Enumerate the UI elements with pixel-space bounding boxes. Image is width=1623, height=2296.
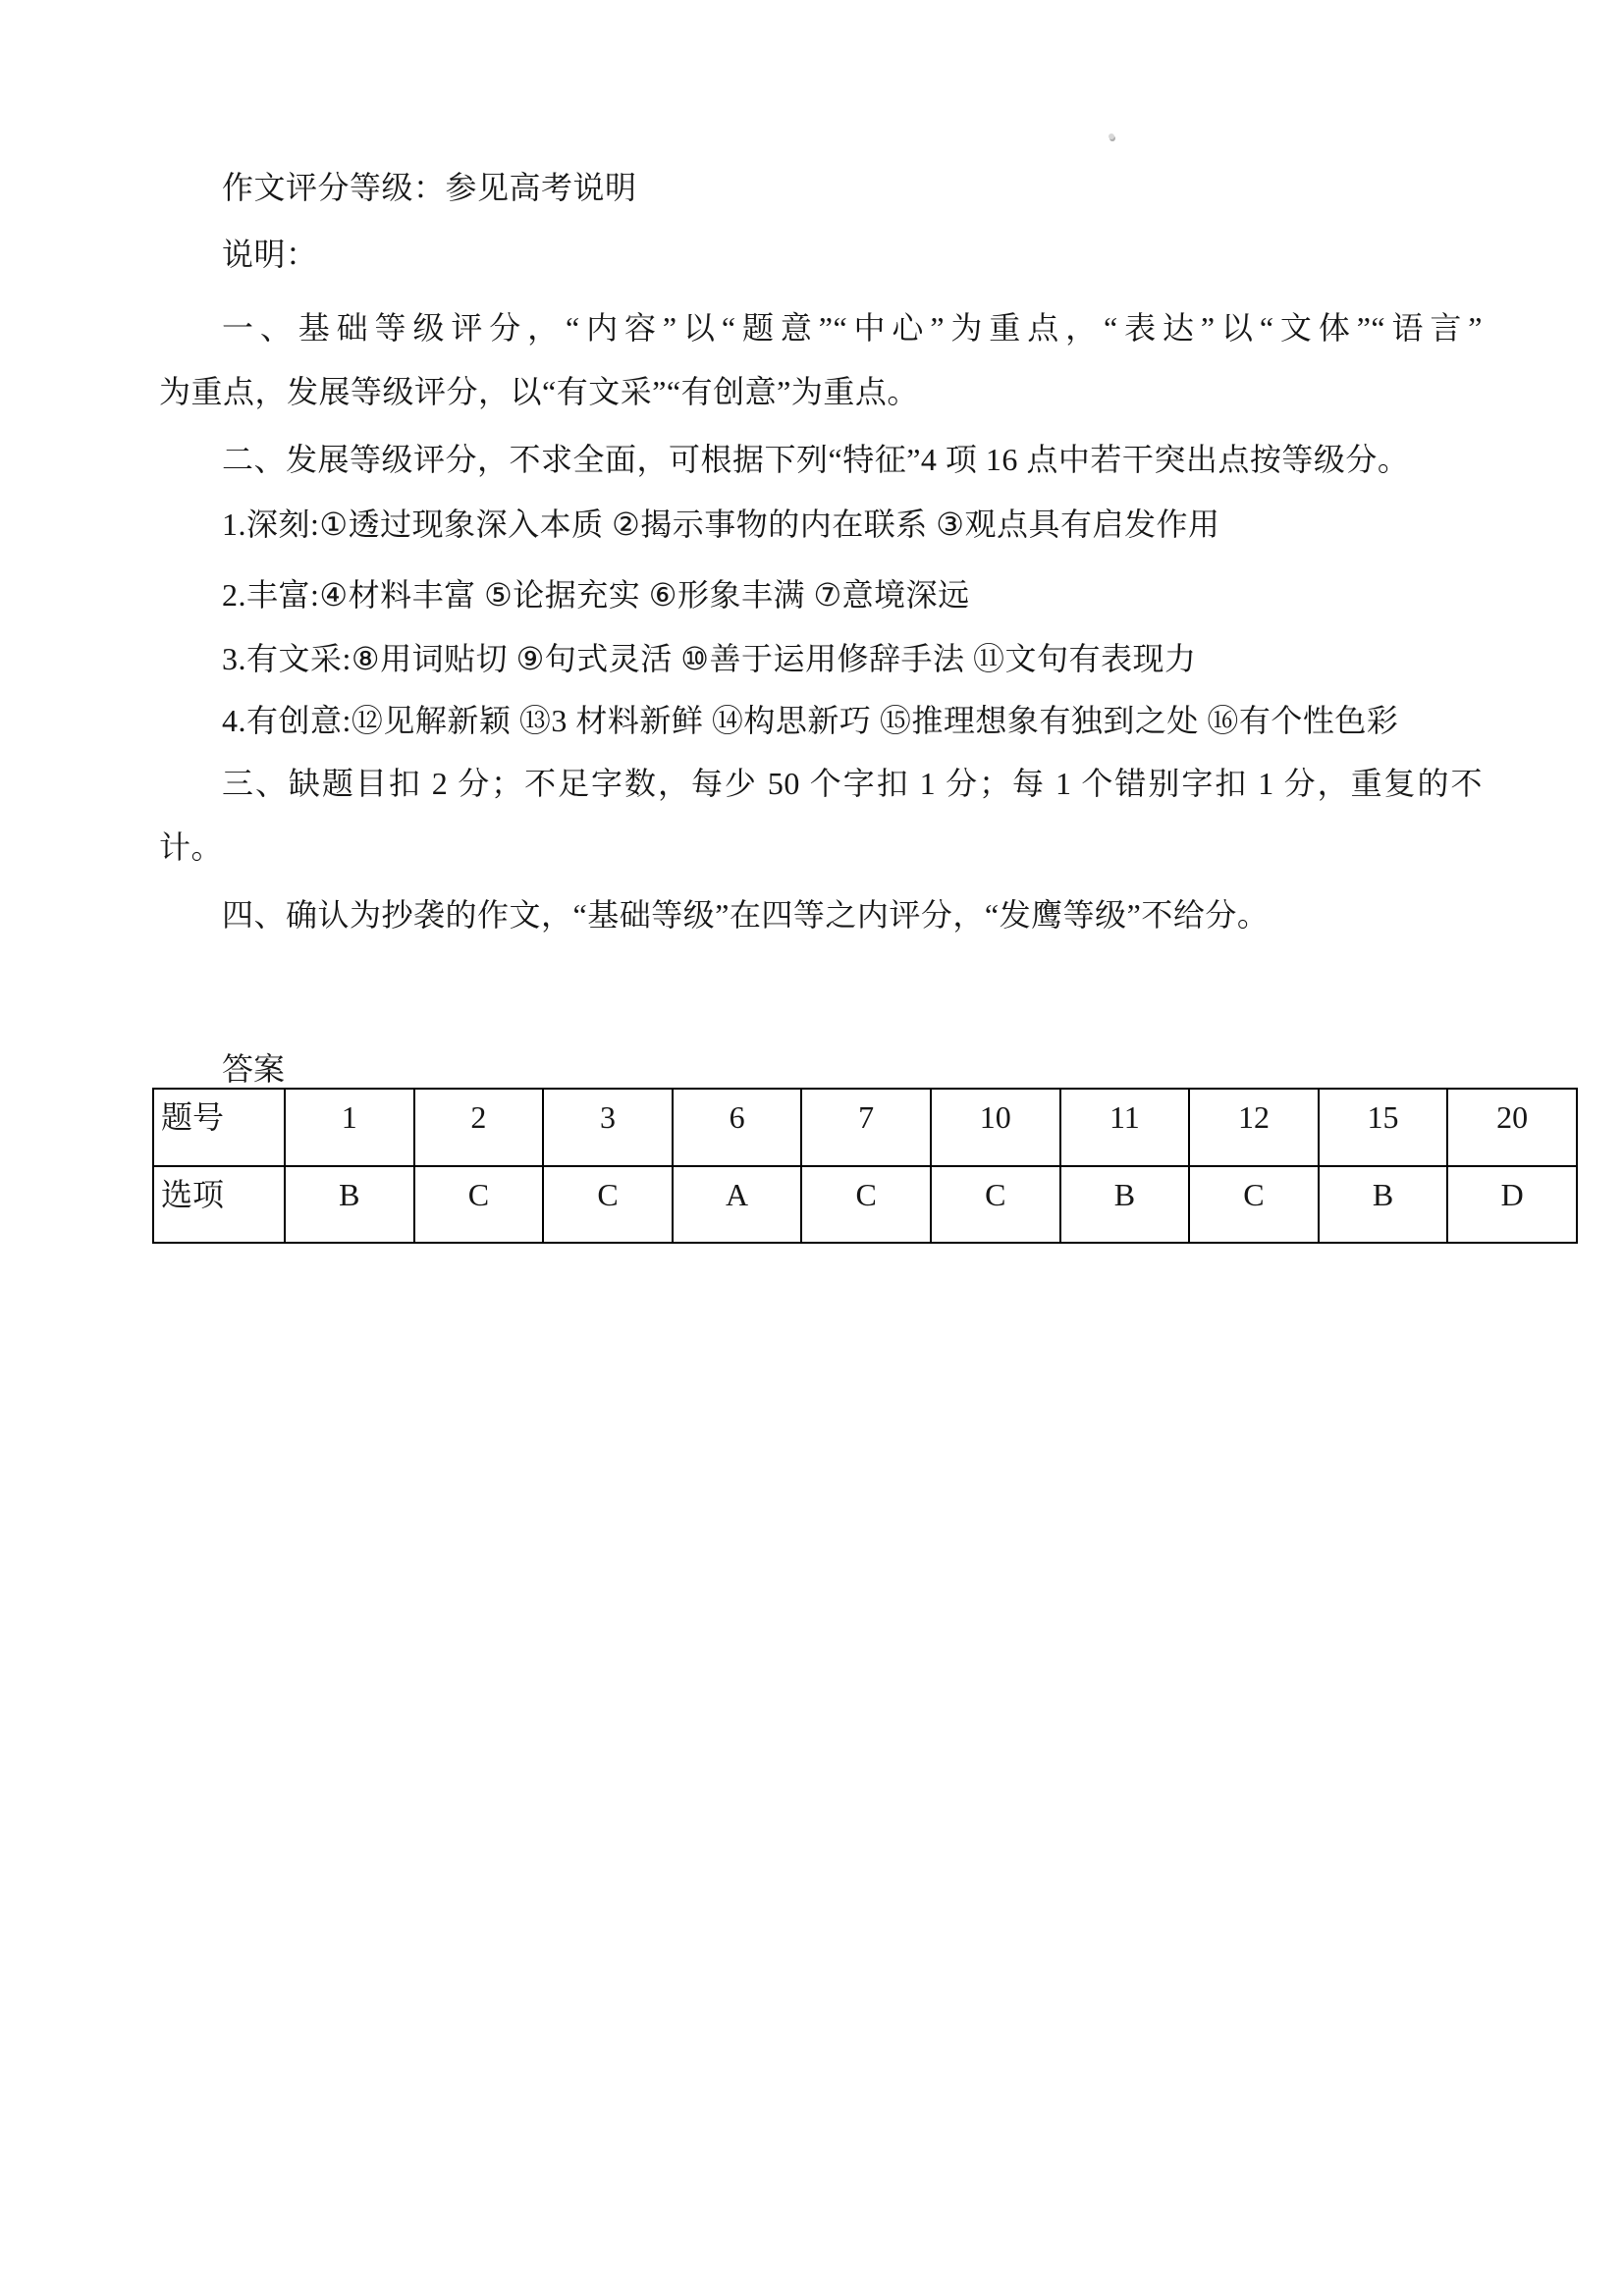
- question-number-cell: 11: [1060, 1089, 1190, 1166]
- text-line: 计。: [159, 829, 224, 865]
- text-line: 4.有创意:⑫见解新颖 ⑬3 材料新鲜 ⑭构思新巧 ⑮推理想象有独到之处 ⑯有个性色彩: [222, 703, 1399, 738]
- option-row: [153, 1166, 1577, 1243]
- text-line: 作文评分等级：参见高考说明: [222, 170, 637, 205]
- text-line: 三、缺题目扣 2 分；不足字数，每少 50 个字扣 1 分；每 1 个错别字扣 1 分，重复的不: [222, 766, 1483, 801]
- option-cell: C: [931, 1166, 1060, 1243]
- option-cell: C: [801, 1166, 931, 1243]
- text-line: 四、确认为抄袭的作文，“基础等级”在四等之内评分，“发鹰等级”不给分。: [222, 897, 1270, 933]
- option-cell: A: [673, 1166, 802, 1243]
- text-line: 说明：: [222, 237, 318, 272]
- question-number-cell: 10: [931, 1089, 1060, 1166]
- text-line: 二、发展等级评分，不求全面，可根据下列“特征”4 项 16 点中若干突出点按等级分。: [222, 442, 1410, 477]
- option-cell: D: [1447, 1166, 1577, 1243]
- question-number-cell: 15: [1319, 1089, 1448, 1166]
- text-line: 一、基础等级评分，“内容”以“题意”“中心”为重点，“表达”以“文体”“语言”: [222, 310, 1483, 346]
- question-number-cell: 7: [801, 1089, 931, 1166]
- text-line: 1.深刻:①透过现象深入本质 ②揭示事物的内在联系 ③观点具有启发作用: [222, 507, 1220, 542]
- option-cell: C: [1189, 1166, 1319, 1243]
- answer-table: [152, 1088, 1578, 1244]
- question-number-cell: 2: [414, 1089, 544, 1166]
- question-number-cell: 20: [1447, 1089, 1577, 1166]
- question-number-row: [153, 1089, 1577, 1166]
- text-line: 2.丰富:④材料丰富 ⑤论据充实 ⑥形象丰满 ⑦意境深远: [222, 577, 970, 613]
- answers-heading: 答案: [222, 1051, 286, 1087]
- row-label-question-number: 题号: [153, 1089, 285, 1166]
- option-cell: B: [1319, 1166, 1448, 1243]
- row-label-option: 选项: [153, 1166, 285, 1243]
- text-line: 3.有文采:⑧用词贴切 ⑨句式灵活 ⑩善于运用修辞手法 ⑪文句有表现力: [222, 641, 1197, 676]
- option-cell: B: [1060, 1166, 1190, 1243]
- question-number-cell: 6: [673, 1089, 802, 1166]
- question-number-cell: 1: [285, 1089, 414, 1166]
- option-cell: C: [414, 1166, 544, 1243]
- text-line: 为重点，发展等级评分，以“有文采”“有创意”为重点。: [159, 374, 919, 409]
- option-cell: C: [543, 1166, 673, 1243]
- question-number-cell: 12: [1189, 1089, 1319, 1166]
- question-number-cell: 3: [543, 1089, 673, 1166]
- option-cell: B: [285, 1166, 414, 1243]
